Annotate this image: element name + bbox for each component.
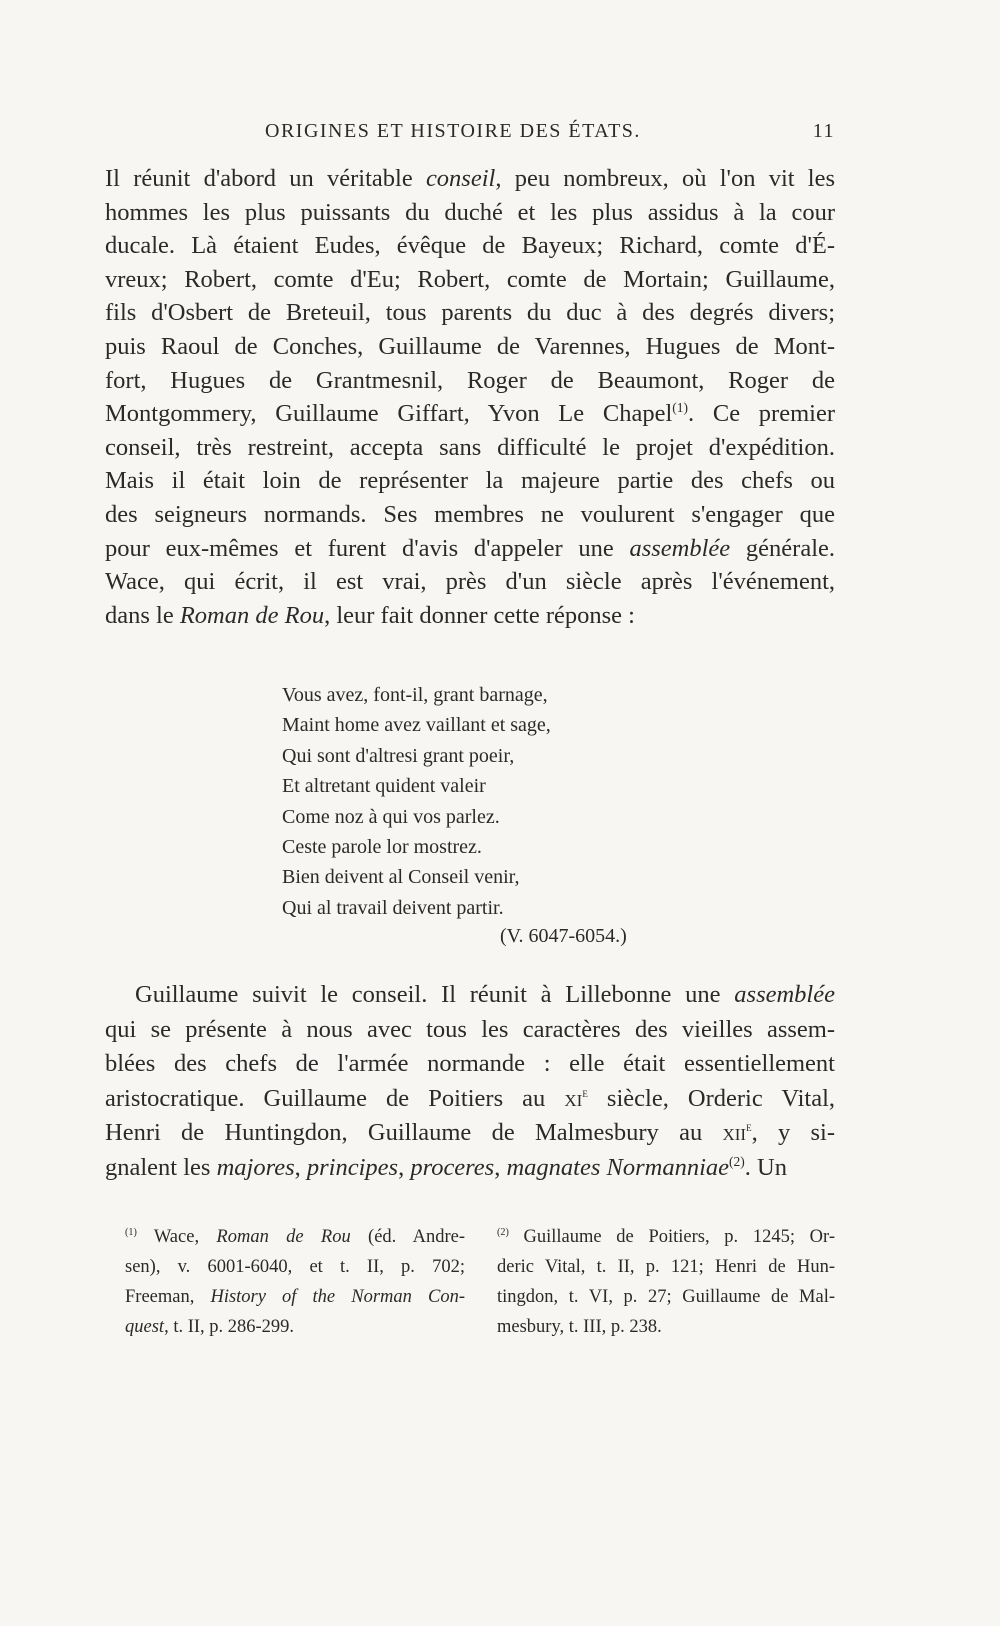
- verse-line: Et altretant quident valeir: [282, 775, 486, 798]
- paragraph-1-line: vreux; Robert, comte d'Eu; Robert, comte de Mortain; Guillaume,: [105, 265, 835, 293]
- paragraph-1-line: fils d'Osbert de Breteuil, tous parents du duc à des degrés divers;: [105, 299, 835, 327]
- footnote-2: [497, 1222, 835, 1342]
- paragraph-2-line: blées des chefs de l'armée normande : elle était essentiellement: [105, 1050, 835, 1078]
- footnote-1: [125, 1222, 465, 1342]
- footnote-1-line: $^{(1)}$ Wace, Roman de Rou (éd. Andre-: [125, 1226, 465, 1247]
- paragraph-2: [105, 978, 835, 1186]
- footnote-ref: (2): [497, 1226, 509, 1238]
- paragraph-1: [105, 162, 835, 632]
- paragraph-2-line: qui se présente à nous avec tous les caractères des vieilles assem-: [105, 1015, 835, 1043]
- paragraph-2-line: aristocratique. Guillaume de Poitiers au $xi^e$ siècle, Orderic Vital,: [105, 1084, 835, 1112]
- footnote-ref: (2): [729, 1153, 745, 1169]
- verse-line: Vous avez, font-il, grant barnage,: [282, 684, 548, 706]
- paragraph-1-line: Wace, qui écrit, il est vrai, près d'un siècle après l'événement,: [105, 568, 835, 596]
- paragraph-2-line: Guillaume suivit le conseil. Il réunit à Lillebonne une assemblée: [135, 981, 835, 1008]
- paragraph-1-line: Il réunit d'abord un véritable conseil, peu nombreux, où l'on vit les: [105, 165, 836, 192]
- paragraph-1-line: ducale. Là étaient Eudes, évêque de Bayeux; Richard, comte d'É-: [105, 232, 835, 260]
- footnote-2-line: deric Vital, t. II, p. 121; Henri de Hun-: [497, 1257, 835, 1277]
- paragraph-2-line: Henri de Huntingdon, Guillaume de Malmesbury au xii$^e$, y si-: [105, 1119, 835, 1147]
- footnote-1-line: sen), v. 6001-6040, et t. II, p. 702;: [125, 1257, 465, 1277]
- footnote-1-line: Freeman, History of the Norman Con-: [125, 1287, 465, 1307]
- page-number: 11: [812, 120, 835, 142]
- verse-line: Bien deivent al Conseil venir,: [282, 866, 520, 889]
- paragraph-1-line: fort, Hugues de Grantmesnil, Roger de Beaumont, Roger de: [105, 366, 835, 394]
- verse-line: Qui sont d'altresi grant poeir,: [282, 744, 515, 767]
- paragraph-1-line: hommes les plus puissants du duché et les plus assidus à la cour: [105, 198, 835, 226]
- footnote-2-line: mesbury, t. III, p. 238.: [497, 1317, 662, 1337]
- footnote-1-line: quest, t. II, p. 286-299.: [125, 1317, 295, 1337]
- verse-line: Ceste parole lor mostrez.: [282, 836, 482, 859]
- footnote-ref: (1): [125, 1226, 137, 1238]
- paragraph-1-line: Mais il était loin de représenter la majeure partie des chefs ou: [105, 467, 835, 495]
- paragraph-1-line: dans le Roman de Rou, leur fait donner cette réponse :: [105, 601, 635, 629]
- verse-quotation: [282, 680, 842, 923]
- footnote-2-line: $^{(2)}$ Guillaume de Poitiers, p. 1245; Or-: [497, 1226, 835, 1247]
- paragraph-1-line: puis Raoul de Conches, Guillaume de Varennes, Hugues de Mont-: [105, 332, 835, 360]
- paragraph-1-line: pour eux-mêmes et furent d'avis d'appeler une assemblée générale.: [105, 534, 835, 562]
- verse-line: Come noz à qui vos parlez.: [282, 805, 500, 828]
- paragraph-1-line: des seigneurs normands. Ses membres ne voulurent s'engager que: [105, 500, 835, 528]
- paragraph-1-line: conseil, très restreint, accepta sans difficulté le projet d'expédition.: [105, 433, 835, 461]
- running-title: ORIGINES ET HISTOIRE DES ÉTATS.: [265, 120, 641, 142]
- footnote-2-line: tingdon, t. VI, p. 27; Guillaume de Mal-: [497, 1287, 835, 1307]
- verse-line: Qui al travail deivent partir.: [282, 896, 504, 919]
- running-head: [105, 120, 835, 150]
- verse-line: Maint home avez vaillant et sage,: [282, 714, 551, 737]
- verse-reference: (V. 6047-6054.): [500, 925, 627, 947]
- paragraph-1-line: Montgommery, Guillaume Giffart, Yvon Le Chapel$^{(1)}$. Ce premier: [105, 400, 835, 428]
- footnote-ref: (1): [672, 400, 688, 415]
- footnotes: [125, 1222, 835, 1352]
- paragraph-2-line: gnalent les majores, principes, proceres, magnates Normanniae$^{(2)}$. Un: [105, 1153, 787, 1181]
